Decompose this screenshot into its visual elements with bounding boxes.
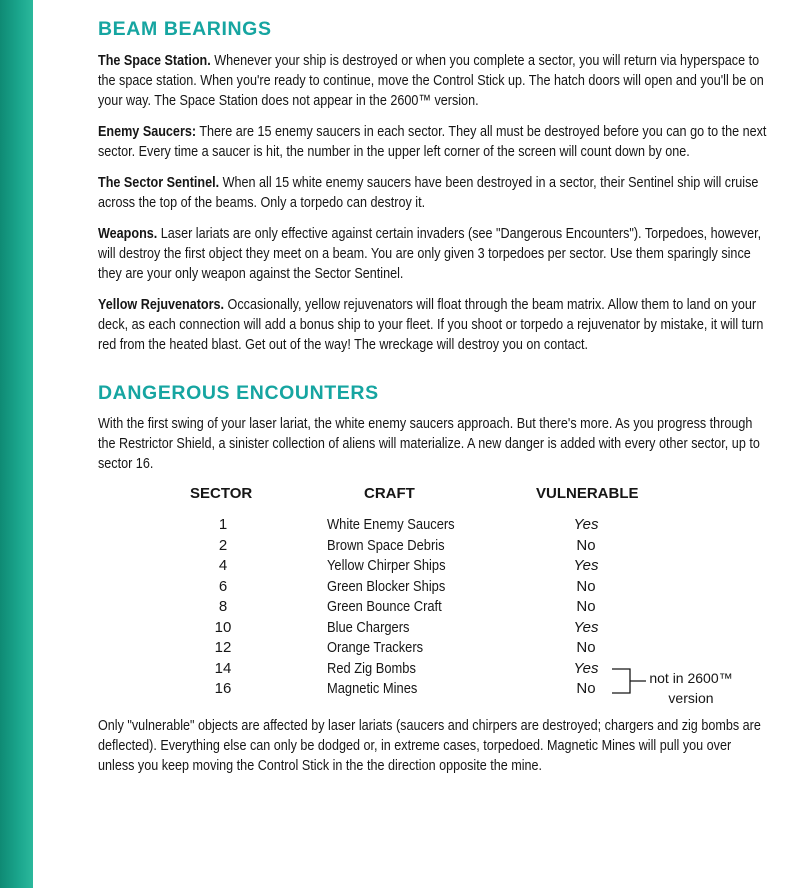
sector-cell: 2 — [218, 536, 228, 554]
vulnerable-cell: No — [576, 680, 596, 697]
weapons-paragraph — [98, 224, 770, 284]
not-in-2600-note — [646, 668, 736, 708]
table-row — [98, 557, 770, 578]
manual-page — [98, 18, 770, 787]
space-station-text: Whenever your ship is destroyed or when you complete a sector, you will return via hyperspace to the space station. When you're ready to continue, move the Control Stick up. The hatch doors will open and you'll be on your way. The Space Station does not appear in the 2600™ version. — [98, 52, 764, 109]
dangerous-encounters-intro: With the first swing of your laser lariat, the white enemy saucers approach. But there's more. As you progress through the Restrictor Shield, a sinister collection of aliens will materialize. A new danger is added with every other sector, up to sector 16. — [98, 415, 760, 472]
craft-cell: Yellow Chirper Ships — [327, 557, 446, 574]
vulnerable-cell: No — [576, 639, 596, 656]
table-row — [98, 578, 770, 599]
vulnerable-cell: Yes — [573, 557, 599, 574]
space-station-paragraph — [98, 51, 770, 111]
table-row — [98, 516, 770, 537]
enemy-saucers-paragraph — [98, 122, 770, 162]
sector-cell: 4 — [218, 557, 228, 574]
craft-cell: Red Zig Bombs — [327, 659, 416, 677]
sector-cell: 12 — [214, 639, 232, 656]
craft-cell: White Enemy Saucers — [327, 516, 455, 533]
weapons-text: Laser lariats are only effective against certain invaders (see "Dangerous Encounters"). Torpedoes, however, will destroy the first object they meet on a beam. You are only given 3 torpedoes per sector. Use them sparingly since they are your only weapon against the Sector Sentinel. — [98, 225, 762, 282]
table-row — [98, 619, 770, 640]
sector-cell: 10 — [214, 618, 232, 636]
note-line-1: not in 2600™ — [649, 670, 733, 686]
vulnerable-column-header: VULNERABLE — [536, 485, 639, 502]
craft-cell: Blue Chargers — [327, 618, 410, 636]
vulnerable-cell: Yes — [573, 516, 599, 533]
sector-cell: 1 — [218, 516, 228, 533]
vulnerable-cell: No — [576, 577, 596, 595]
dangerous-encounters-heading: DANGEROUS ENCOUNTERS — [98, 382, 379, 404]
bracket-icon — [610, 665, 648, 697]
craft-cell: Green Blocker Ships — [327, 577, 446, 595]
enemy-saucers-text: There are 15 enemy saucers in each sector. They all must be destroyed before you can go to the next sector. Every time a saucer is hit, the number in the upper left corner of the screen will count down by one. — [98, 123, 767, 160]
note-line-2: version — [668, 690, 714, 706]
table-row — [98, 537, 770, 558]
yellow-rejuvenators-text: Occasionally, yellow rejuvenators will float through the beam matrix. Allow them to land on your deck, as each connection will add a bonus ship to your fleet. If you shoot or torpedo a rejuvenator by mistake, it will turn red from the heated blast. Get out of the way! The wreckage will destroy you on contact. — [98, 296, 764, 353]
sector-sentinel-text: When all 15 white enemy saucers have been destroyed in a sector, their Sentinel ship will cruise across the top of the beams. Only a torpedo can destroy it. — [98, 174, 759, 211]
yellow-rejuvenators-title: Yellow Rejuvenators. — [98, 296, 225, 313]
sector-sentinel-title: The Sector Sentinel. — [98, 174, 220, 191]
vulnerable-cell: No — [576, 598, 596, 615]
craft-cell: Brown Space Debris — [327, 536, 445, 554]
sector-column-header: SECTOR — [190, 485, 253, 502]
sector-cell: 14 — [214, 659, 232, 677]
sector-cell: 16 — [214, 680, 232, 697]
weapons-title: Weapons. — [98, 225, 158, 242]
side-color-stripe — [0, 0, 33, 888]
yellow-rejuvenators-paragraph — [98, 295, 770, 355]
craft-column-header: CRAFT — [364, 485, 415, 502]
table-row — [98, 598, 770, 619]
craft-cell: Green Bounce Craft — [327, 598, 442, 615]
vulnerable-cell: No — [576, 536, 596, 554]
closing-paragraph: Only "vulnerable" objects are affected by laser lariats (saucers and chirpers are destroyed; chargers and zig bombs are deflected). Everything else can only be dodged or, in extreme cases, torpedoed. Magnetic Mines will pull you over unless you keep moving the Control Stick in the the direction opposite the mine. — [98, 717, 761, 774]
sector-sentinel-paragraph — [98, 173, 770, 213]
space-station-title: The Space Station. — [98, 52, 211, 69]
craft-cell: Orange Trackers — [327, 639, 424, 656]
sector-cell: 8 — [218, 598, 228, 615]
sector-cell: 6 — [218, 577, 228, 595]
encounters-table — [98, 485, 770, 710]
vulnerable-cell: Yes — [573, 618, 599, 636]
craft-cell: Magnetic Mines — [327, 680, 418, 697]
beam-bearings-heading: BEAM BEARINGS — [98, 18, 272, 40]
vulnerable-cell: Yes — [573, 659, 599, 677]
enemy-saucers-title: Enemy Saucers: — [98, 123, 197, 140]
table-row — [98, 639, 770, 660]
